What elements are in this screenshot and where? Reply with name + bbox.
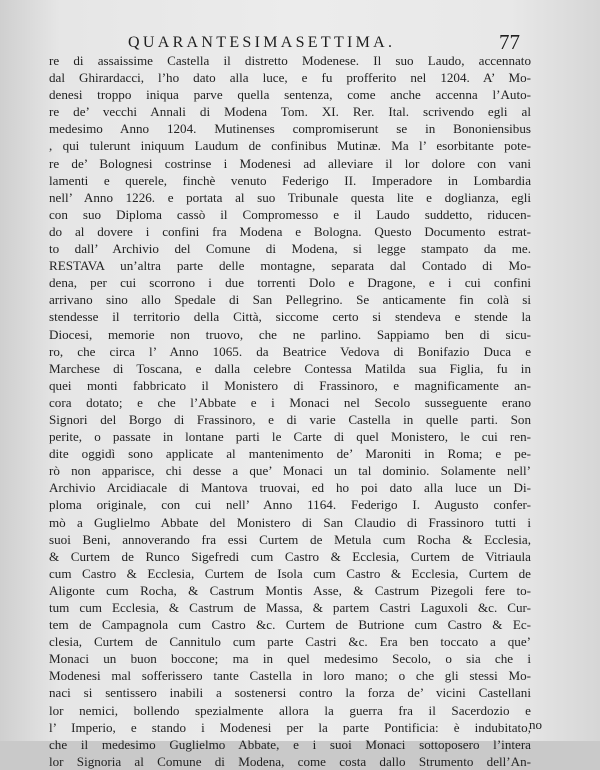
text-line: che il medesimo Guglielmo Abbate, e i suoi Monaci sottoposero l’intera [49,736,531,752]
text-line: tem de Campagnola cum Castro &c. Curtem de Butrione cum Castro & Ec- [49,617,531,633]
text-line: con suo Diploma cassò il Compromesso e il Laudo suddetto, riducen- [49,206,531,222]
text-line: dal Ghirardacci, l’ho dato alla luce, e fu profferito nel 1204. A’ Mo- [49,70,531,86]
text-line: arrivano sino allo Spedale di San Pellegrino. Se anticamente fin colà si [49,292,531,308]
text-line: do al dovere i confini fra Modena e Bologna. Questo Documento estrat- [49,223,531,239]
text-line: denesi troppo iniqua parve quella sentenza, come anche accenna l’Auto- [49,87,531,103]
text-line: & Curtem de Runco Sigefredi cum Castro & Ecclesia, Curtem de Vitriaula [49,548,531,564]
text-line: lamenti e querele, finchè venuto Federigo II. Imperadore in Lombardia [49,172,531,188]
text-line: cum Castro & Ecclesia, Curtem de Isola cum Castro & Ecclesia, Curtem de [49,565,531,581]
text-line: Marchese di Toscana, e dalla celebre Contessa Matilda sua Figlia, fu in [49,360,531,376]
text-line: cora dotato; e che l’Abbate e i Monaci nel Secolo susseguente erano [49,394,531,410]
text-line: Aligonte cum Rocha, & Castrum Montis Asse, & Castrum Pizegoli fere to- [49,582,531,598]
text-line: , qui tulerunt iniquum Laudum de confinibus Mutinæ. Ma l’ esorbitante pote- [49,138,531,154]
text-line: nell’ Anno 1226. e portata al suo Tribunale questa lite e doglianza, egli [49,189,531,205]
text-line: RESTAVA un’altra parte delle montagne, separata dal Contado di Mo- [49,258,531,274]
text-line: naci si sentissero inabili a sostenersi contro la forza de’ vicini Castellani [49,685,531,701]
text-line: Monaci un buon boccone; ma in quel medesimo Secolo, o sia che i [49,651,531,667]
text-line: dite oggidì sono applicate al mantenimento de’ Maroniti in Roma; e pe- [49,446,531,462]
text-line: Diocesi, memorie non truovo, che ne parlino. Sappiamo ben di sicu- [49,326,531,342]
text-line: suoi Beni, annoverando fra essi Curtem de Metula cum Rocha & Ecclesia, [49,531,531,547]
text-line: mò a Guglielmo Abbate del Monistero di San Claudio di Frassinoro tutti i [49,514,531,530]
text-line: ro, che circa l’ Anno 1065. da Beatrice Vedova di Bonifazio Duca e [49,343,531,359]
text-line: re de’ vecchi Annali di Modena Tom. XI. Rer. Ital. scrivendo egli al [49,104,531,120]
text-line: re de’ Bolognesi costrinse i Modenesi ad alleviare il lor dolore con vani [49,155,531,171]
text-line: dena, per cui scorrono i due torrenti Dolo e Dragone, e i cui confini [49,275,531,291]
text-line: Signori del Borgo di Frassinoro, e di varie Castella in quelle parti. Son [49,411,531,427]
text-line: re di assaissime Castella il distretto Modenese. Il suo Laudo, accennato [49,53,531,68]
text-line: tum cum Ecclesia, & Castrum de Massa, & partem Castri Laguxoli &c. Cur- [49,600,531,615]
text-line: clesia, Curtem de Cannitulo cum parte Castri &c. Era ben toccato a que’ [49,634,531,650]
text-line: ploma originale, con cui nell’ Anno 1164. Federigo I. Augusto confer- [49,497,531,513]
text-line: Modenesi mal sofferissero tante Castella in loro mano; o che gli stessi Mo- [49,668,531,684]
page-number: 77 [499,30,520,54]
running-head: QUARANTESIMASETTIMA. [128,34,396,51]
body-text [49,52,531,770]
text-line: lor Signoria al Comune di Modena, come costa dallo Strumento dell’An- [49,753,531,769]
text-line: rò non apparisce, chi desse a que’ Monaci un tal dominio. Solamente nell’ [49,463,531,479]
text-line: to dall’ Archivio del Comune di Modena, si legge stampato da me. [49,241,531,257]
text-line: medesimo Anno 1204. Mutinenses compromiserunt se in Bononiensibus [49,121,531,137]
text-line: perite, o passate in lontane parti le Carte di quel Monistero, le cui ren- [49,429,531,445]
text-line: lor nemici, bollendo spezialmente allora la guerra fra il Sacerdozio e [49,702,531,718]
text-line: stendesse il territorio della Città, siccome certo si stendeva e stende la [49,309,531,325]
text-line: l’ Imperio, e stando i Modenesi per la parte Pontificia: è indubitato, [49,719,531,735]
text-line: quei monti fabbricato il Monistero di Frassinoro, e magnificamente an- [49,377,531,393]
text-line: Archivio Arcidiacale di Mantova truovai, ed ho poi dato alla luce un Di- [49,480,531,496]
catchword: no [529,717,542,732]
